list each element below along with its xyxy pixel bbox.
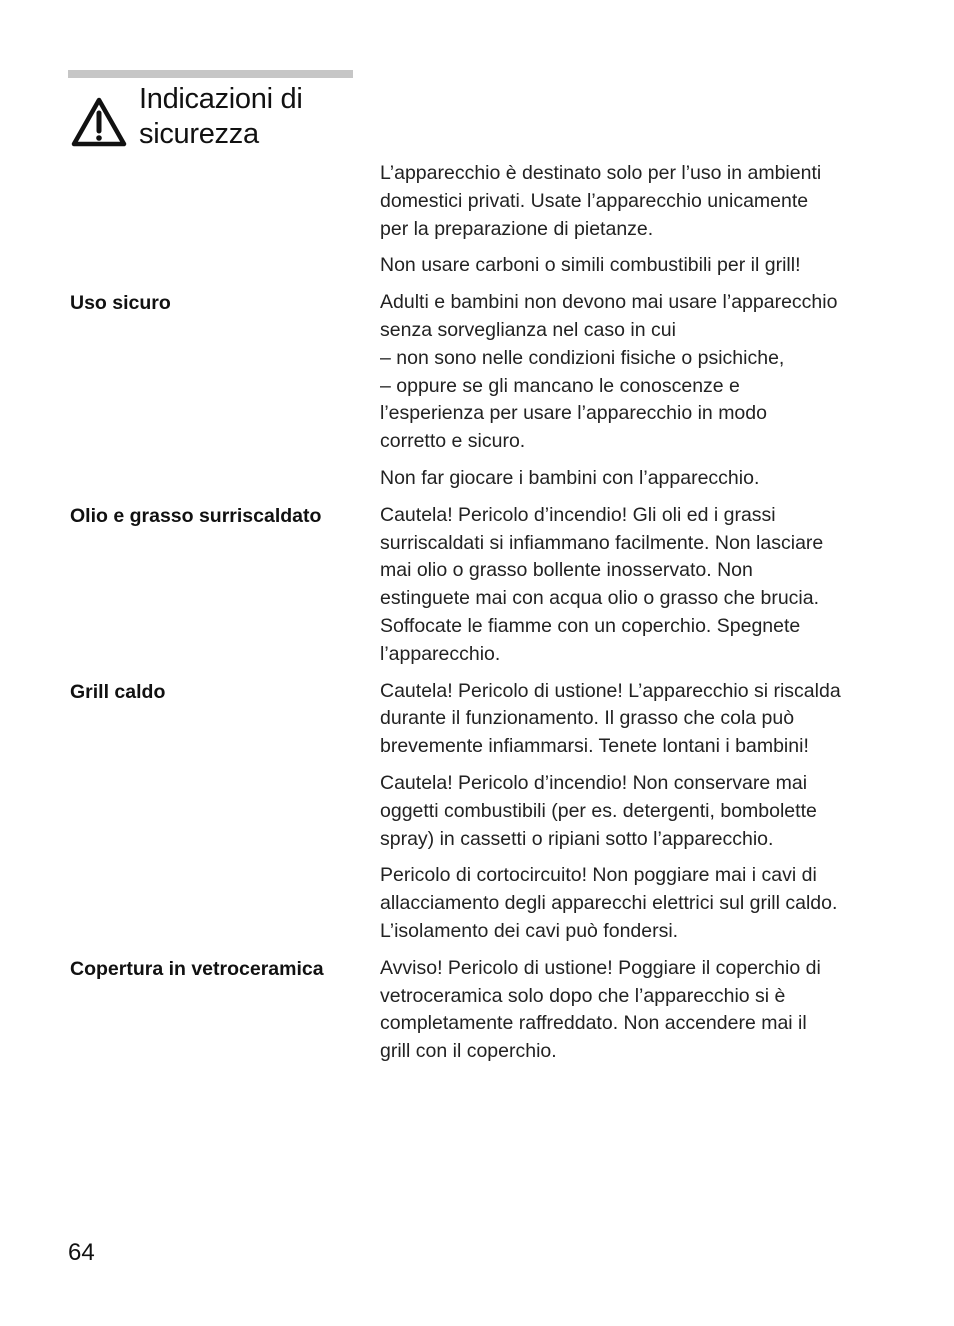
- section-copertura-vetroceramica: [70, 955, 890, 1075]
- text-line: – non sono nelle condizioni fisiche o psichiche,: [380, 346, 785, 369]
- text-line: Non far giocare i bambini con l’apparecchio.: [380, 466, 760, 489]
- section-paragraph: [380, 678, 890, 761]
- text-line: oggetti combustibili (per es. detergenti, bombolette: [380, 799, 817, 822]
- intro-body: [380, 160, 890, 289]
- section-paragraph: [380, 862, 890, 945]
- text-line: – oppure se gli mancano le conoscenze e: [380, 374, 740, 397]
- text-line: Cautela! Pericolo d’incendio! Non conservare mai: [380, 771, 808, 794]
- section-olio-grasso: [70, 502, 890, 678]
- section-body: [380, 289, 890, 502]
- page-title-line-1: Indicazioni di: [139, 83, 303, 115]
- text-line: Adulti e bambini non devono mai usare l’apparecchio: [380, 291, 838, 314]
- text-line: Cautela! Pericolo di ustione! L’apparecchio si riscalda: [380, 679, 841, 702]
- safety-content: [70, 160, 890, 1075]
- text-line: Non usare carboni o simili combustibili per il grill!: [380, 254, 801, 277]
- section-paragraph: [380, 502, 890, 669]
- text-line: vetroceramica solo dopo che l’apparecchio si è: [380, 984, 786, 1007]
- page-title-line-2: sicurezza: [139, 118, 259, 150]
- section-label: Uso sicuro: [70, 292, 171, 315]
- section-label: Olio e grasso surriscaldato: [70, 504, 322, 527]
- section-body: [380, 678, 890, 955]
- text-line: l’apparecchio.: [380, 642, 501, 665]
- text-line: senza sorveglianza nel caso in cui: [380, 318, 676, 341]
- warning-triangle-icon: [70, 96, 128, 148]
- text-line: Pericolo di cortocircuito! Non poggiare mai i cavi di: [380, 864, 817, 887]
- page-title: [139, 82, 302, 152]
- text-line: Cautela! Pericolo d’incendio! Gli oli ed i grassi: [380, 503, 776, 526]
- text-line: corretto e sicuro.: [380, 430, 526, 453]
- intro-row: [70, 160, 890, 289]
- text-line: Soffocate le fiamme con un coperchio. Spegnete: [380, 614, 801, 637]
- text-line: brevemente infiammarsi. Tenete lontani i bambini!: [380, 735, 809, 758]
- text-line: per la preparazione di pietanze.: [380, 217, 654, 240]
- text-line: estinguete mai con acqua olio o grasso che brucia.: [380, 587, 820, 610]
- text-line: L’isolamento dei cavi può fondersi.: [380, 919, 679, 942]
- text-line: domestici privati. Usate l’apparecchio unicamente: [380, 189, 809, 212]
- section-body: [380, 502, 890, 678]
- text-line: l’esperienza per usare l’apparecchio in modo: [380, 402, 767, 425]
- section-paragraph: [380, 289, 890, 456]
- section-label: Grill caldo: [70, 680, 166, 703]
- section-label: Copertura in vetroceramica: [70, 957, 324, 980]
- text-line: grill con il coperchio.: [380, 1040, 557, 1063]
- text-line: L’apparecchio è destinato solo per l’uso in ambienti: [380, 162, 822, 184]
- heading-top-rule: [68, 70, 353, 78]
- section-paragraph: [380, 770, 890, 853]
- intro-paragraph: [380, 252, 890, 280]
- text-line: spray) in cassetti o ripiani sotto l’apparecchio.: [380, 827, 774, 850]
- section-paragraph: [380, 465, 890, 493]
- text-line: allacciamento degli apparecchi elettrici sul grill caldo.: [380, 892, 838, 915]
- section-paragraph: [380, 955, 890, 1066]
- intro-paragraph: [380, 160, 890, 243]
- section-grill-caldo: [70, 678, 890, 955]
- page-number: 64: [68, 1239, 95, 1266]
- section-uso-sicuro: [70, 289, 890, 502]
- text-line: mai olio o grasso bollente inosservato. Non: [380, 559, 753, 582]
- section-body: [380, 955, 890, 1075]
- text-line: completamente raffreddato. Non accendere mai il: [380, 1012, 807, 1035]
- text-line: Avviso! Pericolo di ustione! Poggiare il coperchio di: [380, 956, 821, 979]
- text-line: surriscaldati si infiammano facilmente. Non lasciare: [380, 531, 824, 554]
- text-line: durante il funzionamento. Il grasso che cola può: [380, 707, 795, 730]
